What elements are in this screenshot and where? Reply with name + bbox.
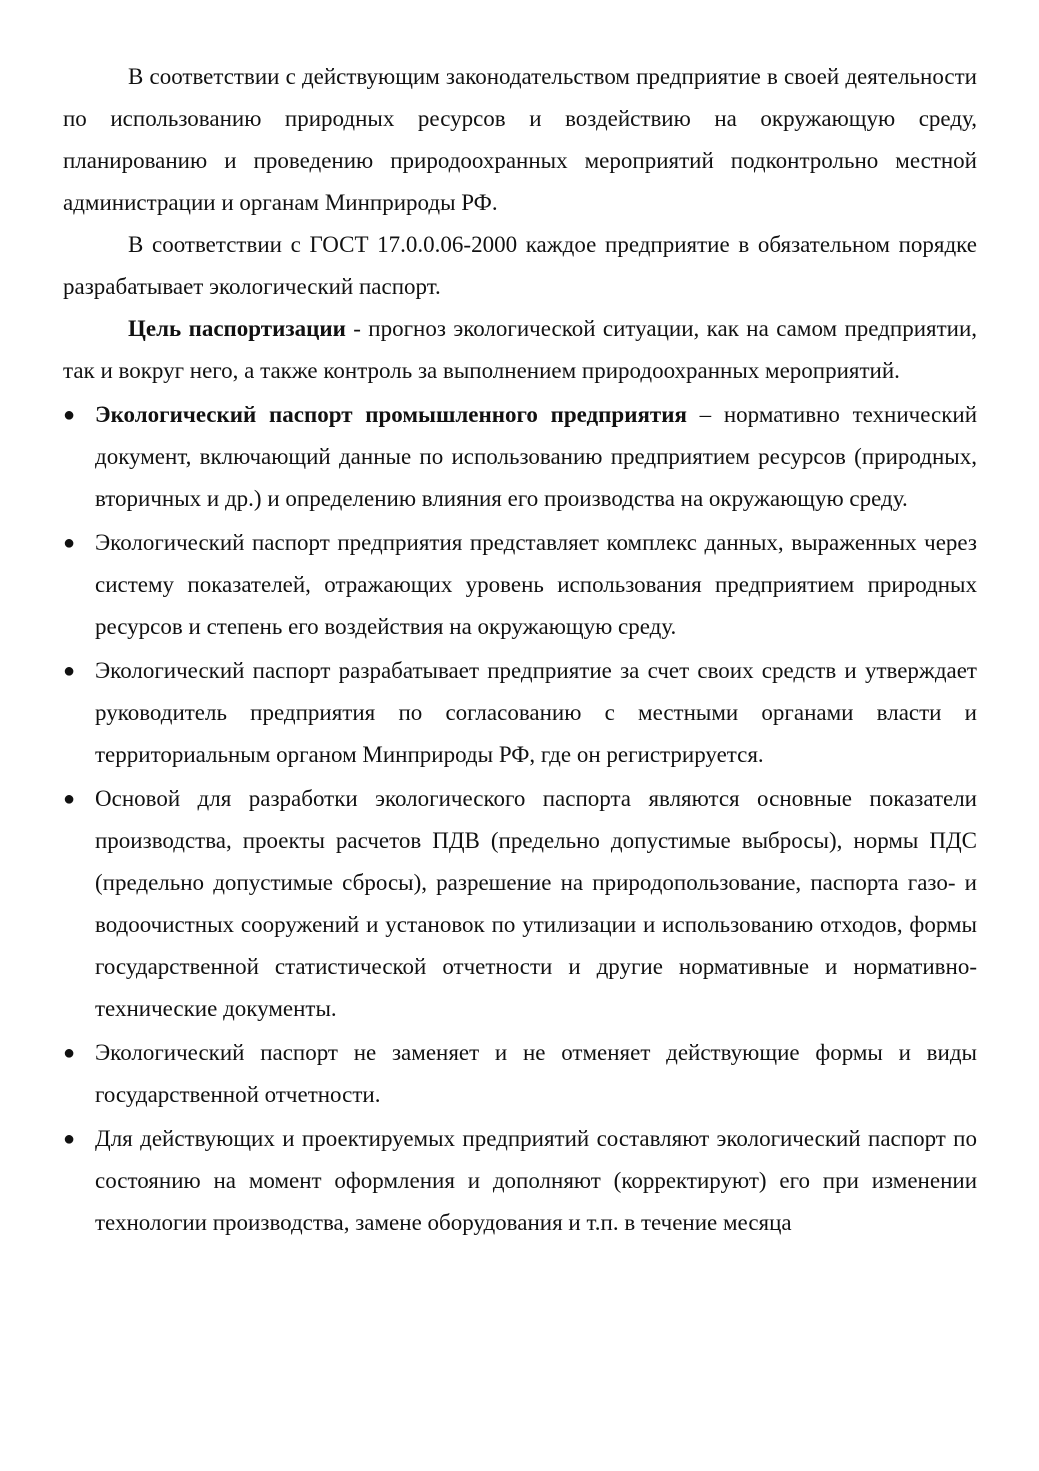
paragraph-bold-term: Цель паспортизации bbox=[128, 316, 346, 341]
paragraph-text: - прогноз экологической ситуации, как на самом предприятии, так и вокруг него, а также контроль за выполнением природоохранных мероприятий. bbox=[63, 316, 977, 383]
paragraph-legislation bbox=[63, 56, 977, 224]
list-item bbox=[63, 1032, 977, 1116]
list-item bbox=[63, 778, 977, 1030]
bullet-icon: ● bbox=[63, 404, 76, 426]
document-page bbox=[63, 56, 977, 1244]
list-item bbox=[63, 650, 977, 776]
bullet-icon: ● bbox=[63, 788, 76, 810]
bullet-icon: ● bbox=[63, 1042, 76, 1064]
list-item-text: Экологический паспорт предприятия представляет комплекс данных, выраженных через систему показателей, отражающих уровень использования предприятием природных ресурсов и степень его воздействия на окружающую среду. bbox=[95, 530, 977, 639]
list-item-text: Экологический паспорт разрабатывает предприятие за счет своих средств и утверждает руководитель предприятия по согласованию с местными органами власти и территориальным органом Минприроды РФ, где он регистрируется. bbox=[95, 658, 977, 767]
bullet-icon: ● bbox=[63, 532, 76, 554]
list-item-text: Для действующих и проектируемых предприятий составляют экологический паспорт по состоянию на момент оформления и дополняют (корректируют) его при изменении технологии производства, замене оборудования и т.п. в течение месяца bbox=[95, 1126, 977, 1235]
paragraph-gost bbox=[63, 224, 977, 308]
list-item bbox=[63, 522, 977, 648]
paragraph-text: В соответствии с ГОСТ 17.0.0.06-2000 каждое предприятие в обязательном порядке разрабатывает экологический паспорт. bbox=[63, 232, 977, 299]
list-item-bold-term: Экологический паспорт промышленного предприятия bbox=[95, 402, 687, 427]
list-item bbox=[63, 394, 977, 520]
list-item-text: Основой для разработки экологического паспорта являются основные показатели производства, проекты расчетов ПДВ (предельно допустимые выбросы), нормы ПДС (предельно допустимые сбросы), разрешение на природопользование, паспорта газо- и водоочистных сооружений и установок по утилизации и использованию отходов, формы государственной статистической отчетности и другие нормативные и нормативно-технические документы. bbox=[95, 786, 977, 1021]
list-item-text: Экологический паспорт не заменяет и не отменяет действующие формы и виды государственной отчетности. bbox=[95, 1040, 977, 1107]
list-item-text: Экологический паспорт промышленного предприятия – нормативно технический документ, включающий данные по использованию предприятием ресурсов (природных, вторичных и др.) и определению влияния его производства на окружающую среду. bbox=[95, 402, 978, 511]
bullet-icon: ● bbox=[63, 1128, 76, 1150]
paragraph-text: В соответствии с действующим законодательством предприятие в своей деятельности по использованию природных ресурсов и воздействию на окружающую среду, планированию и проведению природоохранных мероприятий подконтрольно местной администрации и органам Минприроды РФ. bbox=[63, 64, 977, 215]
list-item bbox=[63, 1118, 977, 1244]
bullet-icon: ● bbox=[63, 660, 76, 682]
bullet-list bbox=[63, 394, 977, 1244]
paragraph-purpose bbox=[63, 308, 977, 392]
